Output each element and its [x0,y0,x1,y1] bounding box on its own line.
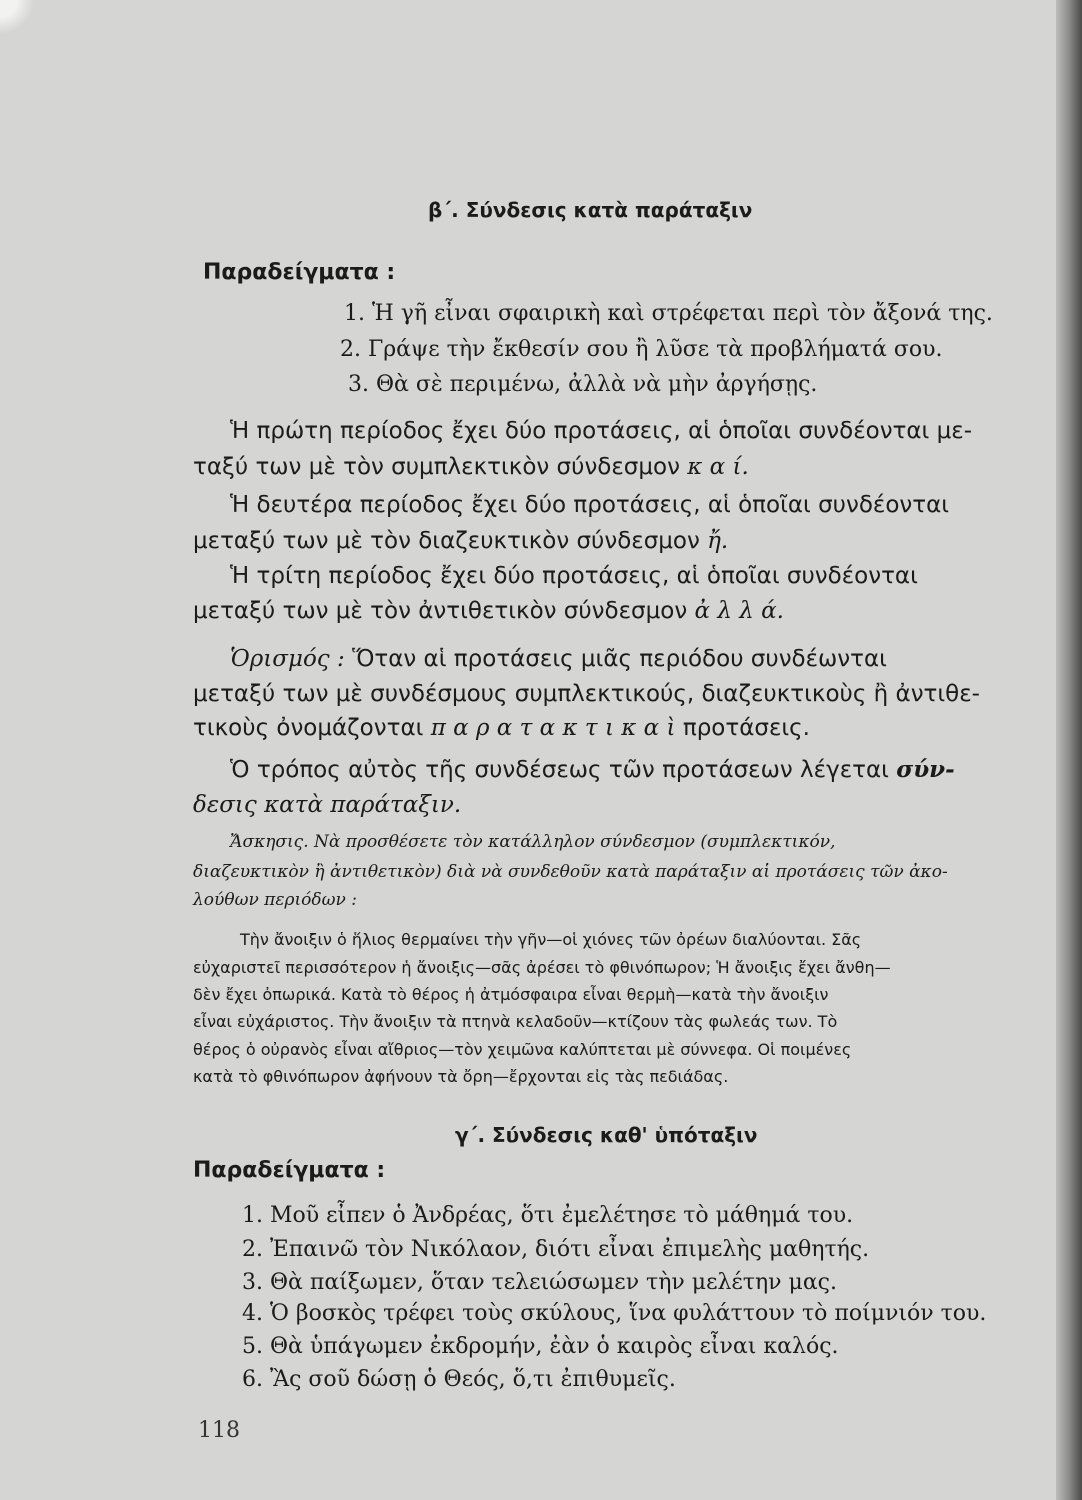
section-b-example-1: 1. Ἡ γῆ εἶναι σφαιρικὴ καὶ στρέφεται περὶ τὸν ἄξονά της. [344,301,993,326]
section-b-example-2: 2. Γράψε τὴν ἔκθεσίν σου ἢ λῦσε τὰ προβλήματά σου. [340,337,943,362]
exercise-text-line-1: Τὴν ἄνοιξιν ὁ ἥλιος θερμαίνει τὴν γῆν—οἱ χιόνες τῶν ὀρέων διαλύονται. Σᾶς [240,930,862,949]
para-2-line-1: Ἡ δευτέρα περίοδος ἔχει δύο προτάσεις, αἱ ὁποῖαι συνδέονται [230,492,950,518]
exercise-text-line-6: κατὰ τὸ φθινόπωρον ἀφήνουν τὰ ὄρη—ἔρχονται εἰς τὰς πεδιάδας. [193,1067,729,1086]
para-3-line-2: μεταξύ των μὲ τὸν ἀντιθετικὸν σύνδεσμον ἀ λ λ ά. [193,598,784,624]
section-c-example-6: 6. Ἂς σοῦ δώσῃ ὁ Θεός, ὅ,τι ἐπιθυμεῖς. [242,1367,676,1392]
section-b-example-3: 3. Θὰ σὲ περιμένω, ἀλλὰ νὰ μὴν ἀργήσῃς. [348,372,818,397]
book-spine-shadow [1056,0,1082,1500]
para-1-line-2: ταξύ των μὲ τὸν συμπλεκτικὸν σύνδεσμον κ α ί. [193,454,749,480]
para-2-line-2: μεταξύ των μὲ τὸν διαζευκτικὸν σύνδεσμον ἤ. [193,528,729,554]
method-line-2: δεσις κατὰ παράταξιν. [193,792,462,818]
section-b-heading: β΄. Σύνδεσις κατὰ παράταξιν [428,198,753,222]
exercise-text-line-5: θέρος ὁ οὐρανὸς εἶναι αἴθριος—τὸν χειμῶνα καλύπτεται μὲ σύννεφα. Οἱ ποιμένες [193,1040,852,1059]
exercise-instruction-line-3: λούθων περιόδων : [193,890,357,910]
exercise-instruction-line-1: Ἄσκησις. Νὰ προσθέσετε τὸν κατάλληλον σύνδεσμον (συμπλεκτικόν, [230,832,836,852]
section-c-example-5: 5. Θὰ ὑπάγωμεν ἐκδρομήν, ἐὰν ὁ καιρὸς εἶναι καλός. [242,1334,839,1359]
page-number: 118 [198,1418,240,1443]
section-c-examples-label: Παραδείγματα : [193,1158,386,1183]
exercise-instruction-line-2: διαζευκτικὸν ἢ ἀντιθετικὸν) διὰ νὰ συνδεθοῦν κατὰ παράταξιν αἱ προτάσεις τῶν ἀκο- [193,862,948,882]
exercise-text-line-2: εὐχαριστεῖ περισσότερον ἡ ἄνοιξις—σᾶς ἀρέσει τὸ φθινόπωρον; Ἡ ἄνοιξις ἔχει ἄνθη— [193,958,891,977]
section-b-examples-label: Παραδείγματα : [203,260,396,285]
method-line-1: Ὁ τρόπος αὐτὸς τῆς συνδέσεως τῶν προτάσεων λέγεται σύν- [230,756,955,783]
section-c-example-3: 3. Θὰ παίξωμεν, ὅταν τελειώσωμεν τὴν μελέτην μας. [242,1270,837,1295]
section-c-heading: γ΄. Σύνδεσις καθ' ὑπόταξιν [455,1123,758,1147]
para-1-line-1: Ἡ πρώτη περίοδος ἔχει δύο προτάσεις, αἱ ὁποῖαι συνδέονται με- [230,418,973,444]
section-c-example-4: 4. Ὁ βοσκὸς τρέφει τοὺς σκύλους, ἵνα φυλάττουν τὸ ποίμνιόν του. [242,1301,987,1326]
section-c-example-1: 1. Μοῦ εἶπεν ὁ Ἀνδρέας, ὅτι ἐμελέτησε τὸ μάθημά του. [242,1203,854,1228]
definition-line-3: τικοὺς ὀνομάζονται π α ρ α τ α κ τ ι κ α ὶ προτάσεις. [193,715,810,741]
exercise-text-line-4: εἶναι εὐχάριστος. Τὴν ἄνοιξιν τὰ πτηνὰ κελαδοῦν—κτίζουν τὰς φωλεάς των. Τὸ [193,1012,838,1031]
para-3-line-1: Ἡ τρίτη περίοδος ἔχει δύο προτάσεις, αἱ ὁποῖαι συνδέονται [230,563,918,589]
exercise-text-line-3: δὲν ἔχει ὀπωρικά. Κατὰ τὸ θέρος ἡ ἀτμόσφαιρα εἶναι θερμὴ—κατὰ τὴν ἄνοιξιν [193,985,829,1004]
section-c-example-2: 2. Ἐπαινῶ τὸν Νικόλαον, διότι εἶναι ἐπιμελὴς μαθητής. [242,1237,870,1262]
definition-line-2: μεταξύ των μὲ συνδέσμους συμπλεκτικούς, διαζευκτικοὺς ἢ ἀντιθε- [193,681,980,707]
definition-line-1: Ὁρισμός : Ὅταν αἱ προτάσεις μιᾶς περιόδου συνδέωνται [230,646,887,672]
page-corner [0,0,40,40]
